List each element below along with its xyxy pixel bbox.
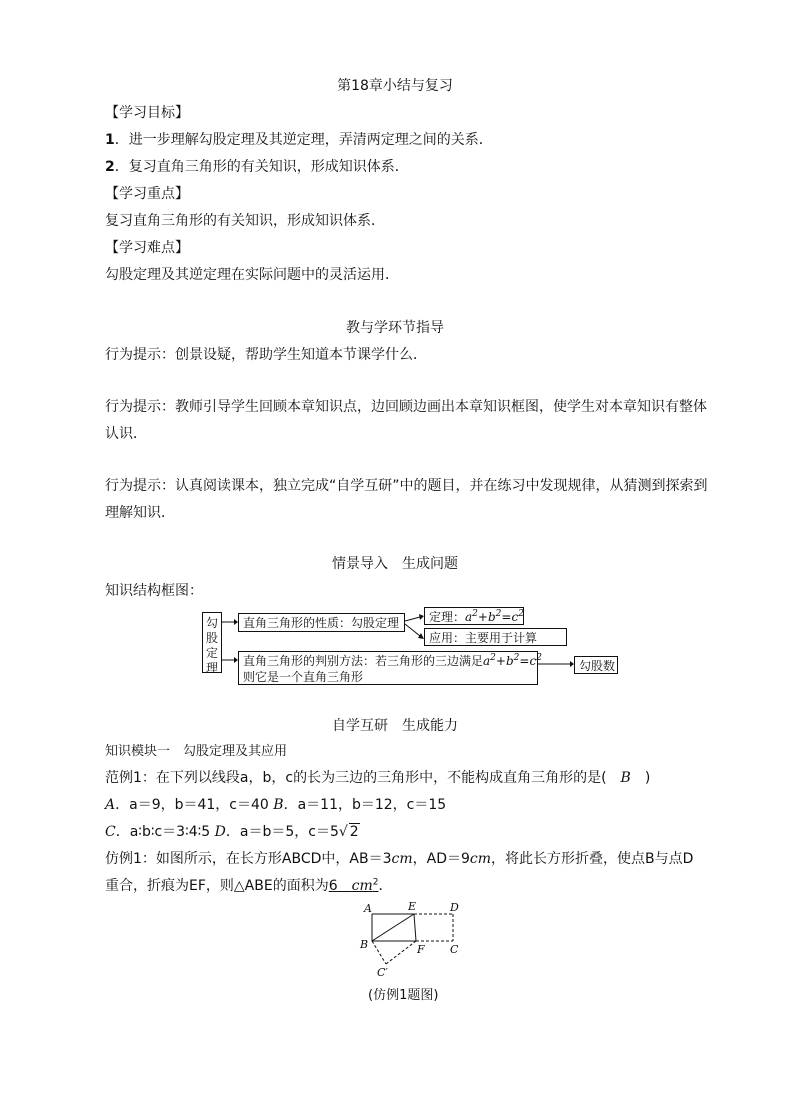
copy-line-1-part-a: 仿例1：如图所示，在长方形ABCD中，AB＝3 [105,851,392,867]
criterion-box [238,651,542,685]
segment-EF [414,914,416,941]
theorem-box [424,607,524,625]
theorem-formula: $a^2+b^2=c^2$ [465,609,524,624]
label-B: B [360,938,369,951]
section-1-heading-text: 情景导入 生成问题 [332,556,458,572]
criterion-line-1 [243,653,542,669]
example-1-options-ab [105,795,446,815]
difficulty-heading: 【学习难点】 [105,240,189,256]
copy-example-1-line-2 [105,876,392,896]
root-char-3: 定 [205,646,218,660]
root-box-pythagorean-theorem [202,612,222,673]
copy-line-2-part-a: 重合，折痕为EF，则△ABE的面积为 [105,878,329,894]
formula-c-exp: 2 [518,609,524,619]
option-b-letter: B [273,797,284,813]
formula-a: a [465,610,473,624]
unit-cm-1: cm [391,851,413,867]
formula-c: c [511,610,519,624]
sqrt-symbol: √ 2 [338,824,359,840]
goal-item-2-number: 2 [105,159,115,175]
copy-line-1-part-c: ，将此长方形折叠，使点B与点D [491,851,694,867]
page-title-text: 第18章小结与复习 [337,78,453,94]
criterion-formula-c-exp: 2 [536,653,542,663]
guide-hint-2-line-1: 行为提示：教师引导学生回顾本章知识点，边回顾边画出本章知识框图，使学生对本章知识有整体 [105,399,707,415]
example-1-answer: B [620,770,631,786]
label-C: C [450,943,459,956]
guide-hint-1: 行为提示：创景设疑，帮助学生知道本节课学什么． [105,347,427,363]
goal-item-1-number: 1 [105,132,115,148]
connector-property-application [405,624,420,636]
key-points-text: 复习直角三角形的有关知识，形成知识体系． [105,213,385,229]
copy-answer [329,878,379,894]
copy-example-1-line-1 [105,849,693,869]
root-char-1: 勾 [205,616,218,630]
label-F: F [417,943,425,956]
copy-line-2-end: ． [378,878,393,894]
guide-heading-text: 教与学环节指导 [346,320,444,336]
criterion-formula-b-exp: 2 [513,653,520,663]
segment-C-prime-F-dashed [386,941,416,964]
example-1-options-cd [105,822,360,842]
label-E: E [408,900,417,913]
root-char-4: 理 [205,661,218,675]
section-2-heading [0,716,790,736]
figure-caption: (仿例1题图) [368,988,439,1003]
connector-property-theorem [405,617,420,621]
formula-b: b [487,610,496,624]
label-D: D [450,901,459,914]
label-C-prime: C′ [377,966,388,979]
folded-rectangle-figure [350,898,470,980]
option-b-text: ．a＝11，b＝12，c＝15 [283,797,447,813]
application-box: 应用：主要用于计算 [424,628,567,646]
criterion-formula-a-exp: 2 [490,653,496,663]
framework-label: 知识结构框图： [105,583,203,599]
theorem-box-prefix: 定理： [429,610,466,624]
copy-answer-exp: 2 [372,877,379,888]
criterion-line-1-text: 直角三角形的判别方法：若三角形的三边满足 [243,654,484,668]
option-c-letter: C [105,824,116,840]
criterion-formula: $a^2+b^2=c^2$ [483,653,542,668]
example-1-suffix: ) [630,770,651,786]
label-A: A [364,902,372,915]
goal-item-2-text: ．复习直角三角形的有关知识，形成知识体系． [114,159,409,175]
option-d-letter: D [214,824,226,840]
formula-b-exp: 2 [495,609,502,619]
criterion-formula-a: a [483,654,491,668]
key-points-heading: 【学习重点】 [105,186,189,202]
guide-hint-3-line-2: 理解知识． [105,505,175,521]
criterion-formula-b: b [505,654,514,668]
example-1-prefix: 范例1：在下列以线段a，b，c的长为三边的三角形中，不能构成直角三角形的是( [105,770,621,786]
option-a-text: ．a＝9，b＝41，c＝40 [115,797,269,813]
knowledge-module-title: 知识模块一 勾股定理及其应用 [105,744,288,759]
pythagorean-triples-box: 勾股数 [574,656,618,674]
unit-cm-2: cm [469,851,492,867]
section-2-heading-text: 自学互研 生成能力 [332,718,458,734]
option-d-text: ．a＝b＝5，c＝5 [225,824,339,840]
criterion-formula-c: c [529,654,537,668]
option-c-text: ．a∶b∶c＝3∶4∶5 [115,824,211,840]
copy-answer-unit: cm [351,878,373,894]
property-box: 直角三角形的性质：勾股定理 [238,613,405,632]
goal-item-1-text: ．进一步理解勾股定理及其逆定理，弄清两定理之间的关系． [114,132,493,148]
goals-heading: 【学习目标】 [105,105,189,121]
root-char-2: 股 [205,631,218,645]
copy-line-1-part-b: ，AD＝9 [412,851,470,867]
guide-hint-2-line-2: 认识． [105,426,147,442]
example-1-question [105,768,650,788]
segment-BE [372,914,414,941]
formula-a-exp: 2 [472,609,478,619]
criterion-line-2: 则它是一个直角三角形 [243,670,364,684]
guide-hint-3-line-1: 行为提示：认真阅读课本，独立完成“自学互研”中的题目，并在练习中发现规律，从猜测到探索到 [105,478,708,494]
copy-answer-value: 6 [328,878,338,894]
option-a-letter: A [105,797,116,813]
sqrt-radicand: 2 [349,824,359,840]
segment-BC-prime-dashed [372,941,386,964]
difficulty-text: 勾股定理及其逆定理在实际问题中的灵活运用． [105,267,399,283]
